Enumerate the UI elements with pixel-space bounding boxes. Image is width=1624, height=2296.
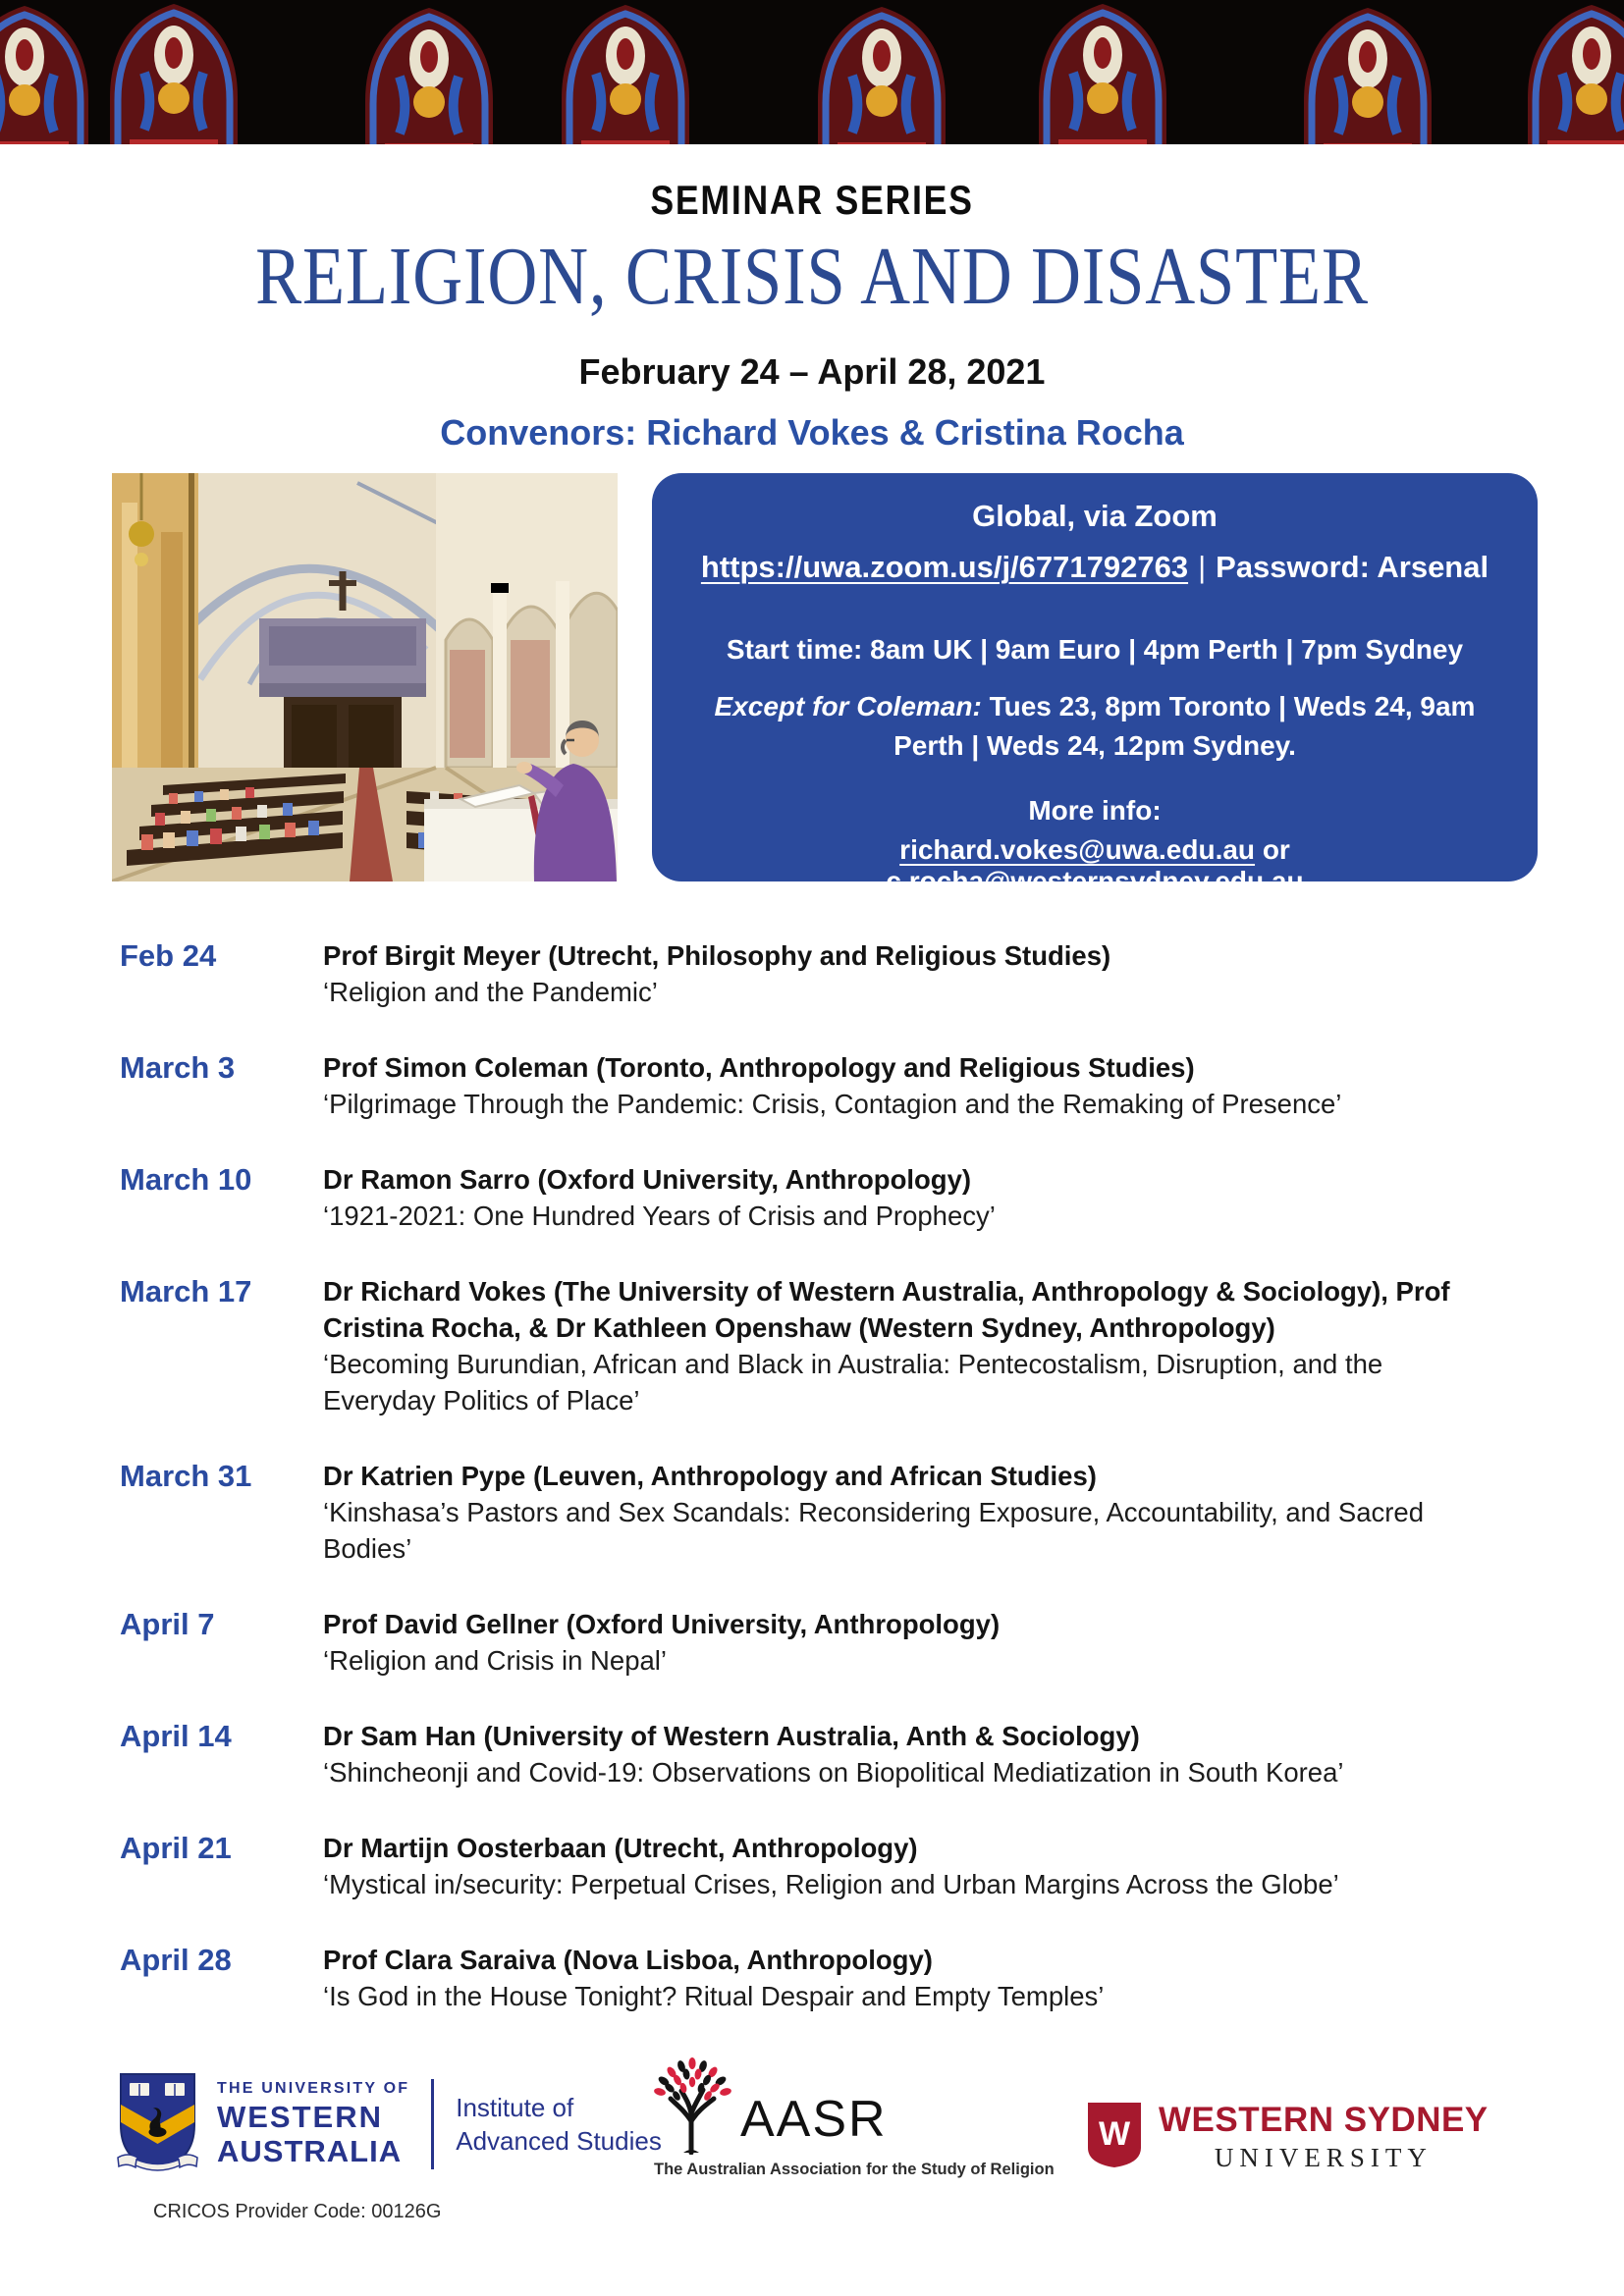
ias-line1: Institute of [456, 2092, 574, 2122]
schedule-talk-title: ‘Kinshasa’s Pastors and Sex Scandals: Reconsidering Exposure, Accountability, and Sacred Bodies’ [323, 1497, 1425, 1564]
schedule-talk-title: ‘Shincheonji and Covid-19: Observations on Biopolitical Mediatization in South Korea’ [323, 1757, 1344, 1788]
schedule-speaker: Prof Simon Coleman (Toronto, Anthropology and Religious Studies) [323, 1052, 1195, 1083]
institute-advanced-studies-label [456, 2091, 662, 2158]
schedule-date: April 7 [120, 1607, 215, 1641]
aasr-acronym: AASR [740, 2091, 888, 2148]
uwa-wordmark [217, 2081, 409, 2166]
date-range: February 24 – April 28, 2021 [578, 351, 1046, 392]
schedule-talk-title: ‘Pilgrimage Through the Pandemic: Crisis, Contagion and the Remaking of Presence’ [323, 1089, 1342, 1119]
schedule-talk-title: ‘Religion and Crisis in Nepal’ [323, 1645, 668, 1676]
logo-divider [431, 2079, 434, 2169]
wsu-shield-icon [1086, 2101, 1143, 2169]
schedule-speaker: Prof Birgit Meyer (Utrecht, Philosophy and Religious Studies) [323, 940, 1111, 971]
schedule-speaker: Dr Ramon Sarro (Oxford University, Anthropology) [323, 1164, 972, 1195]
schedule-speaker: Prof Clara Saraiva (Nova Lisboa, Anthropology) [323, 1945, 933, 1975]
convenors-line: Convenors: Richard Vokes & Cristina Rocha [440, 412, 1184, 453]
church-photo [112, 473, 618, 881]
schedule-date: March 3 [120, 1050, 236, 1085]
schedule-talk-title: ‘Becoming Burundian, African and Black in Australia: Pentecostalism, Disruption, and the Everyday Politics of Place’ [323, 1349, 1383, 1415]
zoom-link[interactable]: https://uwa.zoom.us/j/6771792763 [700, 550, 1189, 584]
schedule-date: March 31 [120, 1459, 252, 1493]
exception-line [687, 687, 1502, 766]
page-title: RELIGION, CRISIS AND DISASTER [255, 231, 1369, 322]
schedule-row [120, 1458, 1534, 1567]
more-info-label: More info: [1028, 795, 1162, 826]
schedule-speaker: Dr Katrien Pype (Leuven, Anthropology and African Studies) [323, 1461, 1097, 1491]
schedule-date: March 10 [120, 1162, 252, 1197]
schedule-talk-title: ‘Is God in the House Tonight? Ritual Despair and Empty Temples’ [323, 1981, 1105, 2011]
schedule-speaker: Dr Martijn Oosterbaan (Utrecht, Anthropology) [323, 1833, 918, 1863]
separator: | [1198, 550, 1207, 584]
schedule-row [120, 1161, 1534, 1234]
schedule-speaker: Dr Sam Han (University of Western Australia, Anth & Sociology) [323, 1721, 1140, 1751]
aasr-tree-icon [654, 2056, 734, 2155]
zoom-info-box [652, 473, 1538, 896]
email-link-vokes[interactable]: richard.vokes@uwa.edu.au [899, 834, 1256, 865]
church-interior-image [112, 473, 618, 881]
schedule-date: April 28 [120, 1943, 232, 1977]
svg-text:W: W [1098, 2115, 1131, 2153]
start-time-values: 8am UK | 9am Euro | 4pm Perth | 7pm Sydney [870, 634, 1464, 665]
zoom-heading: Global, via Zoom [972, 499, 1218, 533]
start-time-label: Start time: [726, 634, 863, 665]
stained-glass-banner [0, 0, 1624, 144]
password-label: Password: Arsenal [1216, 550, 1489, 584]
uwa-crest-icon [116, 2071, 199, 2176]
wsu-line1: WESTERN SYDNEY [1159, 2101, 1489, 2139]
email-joiner: or [1262, 834, 1290, 865]
zoom-link-line [687, 550, 1502, 585]
schedule-row [120, 1273, 1534, 1418]
uwa-line3: AUSTRALIA [217, 2134, 403, 2168]
ias-line2: Advanced Studies [456, 2125, 662, 2156]
uwa-line2: WESTERN [217, 2100, 383, 2134]
aasr-logo [654, 2056, 1055, 2179]
schedule-row [120, 1606, 1534, 1679]
schedule-speaker: Prof David Gellner (Oxford University, Anthropology) [323, 1609, 1001, 1639]
schedule-row [120, 1942, 1534, 2014]
schedule-date: April 14 [120, 1719, 232, 1753]
stained-glass-windows-image [0, 0, 1624, 144]
schedule-row [120, 937, 1534, 1010]
email-link-rocha[interactable]: c.rocha@westernsydney.edu.au [886, 866, 1304, 896]
wsu-line2: UNIVERSITY [1214, 2143, 1433, 2172]
seminar-schedule [120, 937, 1534, 2054]
schedule-speaker: Dr Richard Vokes (The University of Western Australia, Anthropology & Sociology), Prof Cristina Rocha, & Dr Kathleen Openshaw (Western Sydney, Anthropology) [323, 1276, 1450, 1343]
schedule-row [120, 1718, 1534, 1790]
wsu-wordmark [1159, 2101, 1489, 2173]
schedule-row [120, 1830, 1534, 1902]
schedule-date: March 17 [120, 1274, 252, 1308]
schedule-date: Feb 24 [120, 938, 217, 973]
cricos-code: CRICOS Provider Code: 00126G [153, 2201, 442, 2222]
schedule-talk-title: ‘Mystical in/security: Perpetual Crises, Religion and Urban Margins Across the Globe’ [323, 1869, 1339, 1899]
exception-values: Tues 23, 8pm Toronto | Weds 24, 9am Perth | Weds 24, 12pm Sydney. [893, 691, 1476, 761]
schedule-date: April 21 [120, 1831, 232, 1865]
start-time-line [687, 634, 1502, 666]
schedule-talk-title: ‘Religion and the Pandemic’ [323, 977, 658, 1007]
uwa-logo [116, 2071, 662, 2176]
schedule-row [120, 1049, 1534, 1122]
wsu-logo [1086, 2101, 1489, 2173]
contact-emails-line [687, 834, 1502, 897]
series-label: SEMINAR SERIES [650, 177, 974, 223]
uwa-line1: THE UNIVERSITY OF [217, 2080, 410, 2097]
exception-label: Except for Coleman: [714, 691, 982, 721]
aasr-tagline: The Australian Association for the Study of Religion [654, 2161, 1055, 2178]
footer [0, 2056, 1624, 2253]
schedule-talk-title: ‘1921-2021: One Hundred Years of Crisis and Prophecy’ [323, 1201, 996, 1231]
